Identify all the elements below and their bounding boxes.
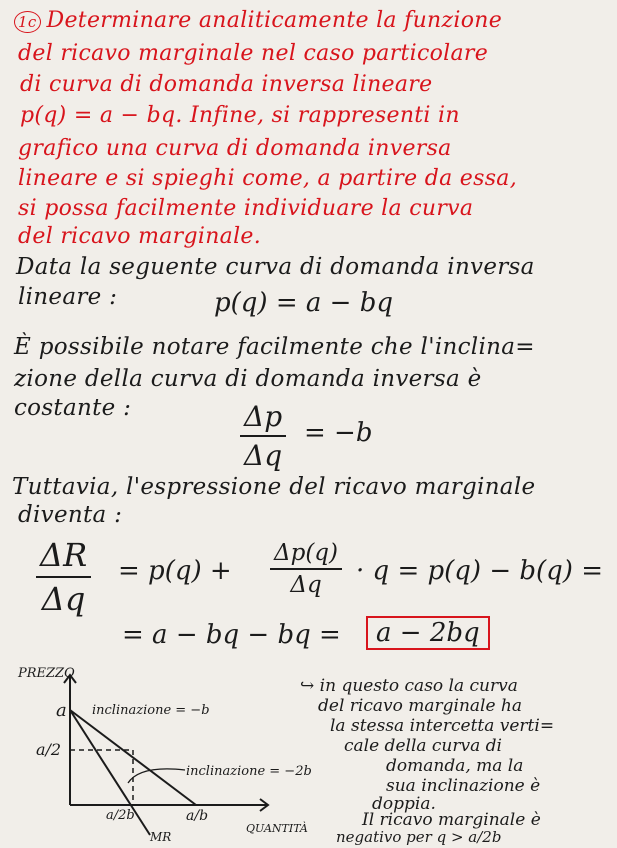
intro-line-2: lineare : [18, 284, 118, 310]
mr-lhs-fraction [36, 536, 91, 618]
explanation-line-7: doppia. [372, 794, 436, 814]
exercise-text-3: di curva di domanda inversa lineare [20, 72, 433, 97]
exercise-text-8: del ricavo marginale. [18, 224, 262, 249]
tick-a-half: a/2 [36, 740, 62, 759]
fraction-bar [270, 568, 342, 570]
mr-result-box [366, 618, 490, 648]
mr-text-1: Tuttavia, l'espressione del ricavo marginale [12, 474, 536, 500]
mr-result: a − 2bq [366, 616, 490, 650]
exercise-text-6: lineare e si spieghi come, a partire da essa, [18, 166, 518, 191]
exercise-text-4: p(q) = a − bq. Infine, si rappresenti in [20, 103, 460, 128]
slope-fraction [240, 400, 286, 472]
tick-a-over-b: a/b [186, 808, 209, 824]
explanation-line-5: domanda, ma la [386, 756, 524, 776]
slope-text-1: È possibile notare facilmente che l'inclina= [14, 334, 535, 360]
x-axis-label: QUANTITÀ [246, 822, 308, 835]
fraction-bar [240, 435, 286, 437]
mr-lhs-denominator: Δq [41, 580, 86, 618]
mr-lhs-numerator: ΔR [40, 536, 88, 574]
slope-denominator: Δq [244, 439, 283, 472]
slope-value: = −b [304, 418, 373, 448]
explanation-line-2: del ricavo marginale ha [318, 696, 523, 716]
mr-rhs-fraction [270, 540, 342, 598]
explanation-line-1: ↪ in questo caso la curva [300, 676, 518, 696]
slope-numerator: Δp [244, 400, 283, 433]
mr-equation-part-2: · q = p(q) − b(q) = [356, 556, 603, 586]
mr-equation-part-1: = p(q) + [118, 556, 232, 586]
exercise-text-5: grafico una curva di domanda inversa [18, 136, 452, 161]
exercise-text-7: si possa facilmente individuare la curva [18, 196, 474, 221]
mr-equation-part-3: = a − bq − bq = [122, 620, 341, 650]
intro-line-1: Data la seguente curva di domanda inversa [16, 254, 535, 280]
tick-a-over-2b: a/2b [106, 808, 135, 823]
explanation-line-4: cale della curva di [344, 736, 502, 756]
exercise-line-1 [14, 8, 502, 33]
slope-text-2: zione della curva di domanda inversa è [14, 366, 482, 392]
mr-rhs-numerator: Δp(q) [274, 540, 339, 566]
tick-a: a [56, 700, 67, 721]
explanation-line-6: sua inclinazione è [386, 776, 541, 796]
y-axis-label: PREZZO [18, 666, 75, 681]
exercise-text-2: del ricavo marginale nel caso particolare [18, 41, 489, 66]
mr-text-2: diventa : [18, 502, 123, 528]
mr-label: MR [150, 830, 172, 844]
mr-rhs-denominator: Δq [290, 572, 322, 598]
demand-equation: p(q) = a − bq [214, 288, 393, 318]
exercise-number: 1c [14, 11, 41, 33]
fraction-bar [36, 576, 91, 578]
explanation-line-3: la stessa intercetta verti= [330, 716, 555, 736]
explanation-line-9: negativo per q > a/2b [336, 828, 502, 846]
exercise-text-1: Determinare analiticamente la funzione [46, 8, 503, 33]
demand-slope-label: inclinazione = −b [92, 703, 210, 718]
mr-slope-label: inclinazione = −2b [186, 764, 312, 779]
slope-text-3: costante : [14, 395, 132, 421]
explanation-line-8: Il ricavo marginale è [362, 810, 541, 830]
